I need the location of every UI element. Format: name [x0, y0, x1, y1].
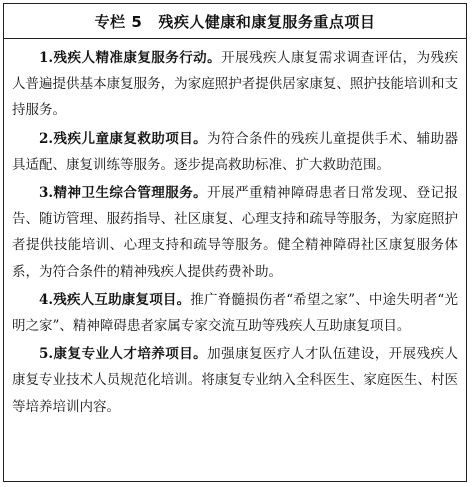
item-body: 开展残疾人康复需求调查评估，为残疾人普遍提供基本康复服务，为家庭照护者提供居家康复、照护技能培训和支持服务。: [12, 50, 459, 119]
item-heading: 4.残疾人互助康复项目。: [39, 291, 191, 308]
item-body: 推广脊髓损伤者“希望之家”、中途失明者“光明之家”、精神障碍患者家属专家交流互助等残疾人互助康复项目。: [12, 291, 458, 335]
column-box: [3, 3, 467, 482]
column-title: 残疾人健康和康复服务重点项目: [158, 12, 376, 31]
item-precision-rehab: [12, 45, 458, 124]
item-body: 为符合条件的残疾儿童提供手术、辅助器具适配、康复训练等服务。逐步提高救助标准、扩大救助范围。: [12, 130, 458, 173]
column-content: [4, 39, 466, 420]
column-header: [4, 4, 466, 39]
item-body: 开展严重精神障碍患者日常发现、登记报告、随访管理、服药指导、社区康复、心理支持和疏导等服务，为家庭照护者提供技能培训、心理支持和疏导等服务。健全精神障碍社区康复服务体系，为符合条件的精神残疾人提供药费补助。: [12, 185, 458, 280]
item-mental-health: [12, 180, 458, 285]
item-heading: 5.康复专业人才培养项目。: [39, 346, 208, 363]
column-number: 专栏 5: [94, 12, 143, 31]
item-mutual-aid: [12, 287, 458, 339]
item-talent-training: [12, 341, 458, 420]
item-heading: 1.残疾人精准康复服务行动。: [39, 50, 222, 66]
item-body: 加强康复医疗人才队伍建设，开展残疾人康复专业技术人员规范化培训。将康复专业纳入全科医生、家庭医生、村医等培养培训内容。: [12, 346, 458, 415]
item-heading: 3.精神卫生综合管理服务。: [39, 185, 208, 202]
item-child-rehab-aid: [12, 126, 458, 178]
item-heading: 2.残疾儿童康复救助项目。: [39, 130, 208, 147]
